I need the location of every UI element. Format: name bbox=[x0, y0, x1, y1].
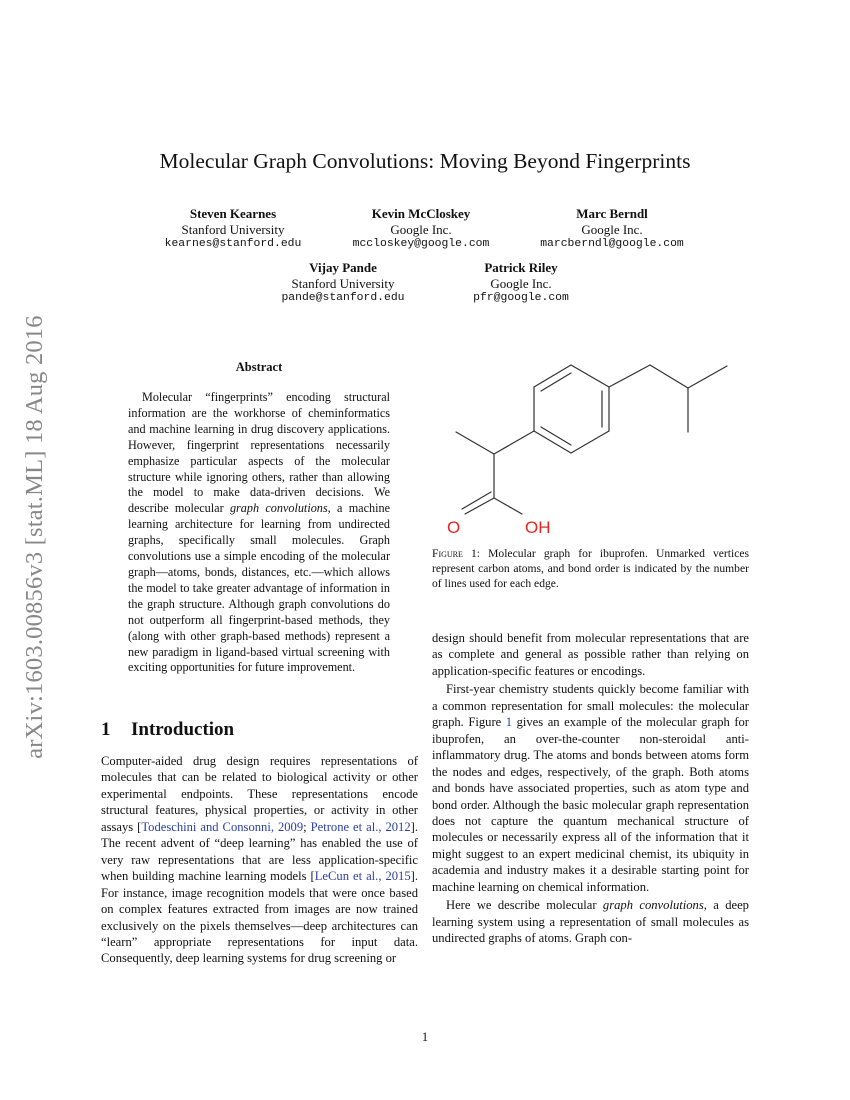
bond bbox=[456, 432, 494, 454]
hydroxyl-atom-label: OH bbox=[525, 518, 551, 537]
body-text: ; bbox=[303, 819, 311, 834]
intro-right-column bbox=[432, 630, 749, 947]
body-text: First-year chemistry students quickly become familiar with a common representation for small molecules: the molecular graph. Figure bbox=[432, 682, 749, 730]
citation-link[interactable]: Petrone et al., 2012 bbox=[310, 819, 411, 834]
body-text: gives an example of the molecular graph for ibuprofen, an over-the-counter non-steroidal anti-inflammatory drug. The atoms and bonds between atoms form the nodes and edges, respectively, of the graph. Both atoms and bonds have associated properties, such as atom type and bond order. Although the basic molecular graph representation does not capture the quantum mechanical structure of molecules or necessarily express all of the information that it might suggest to an expert medicinal chemist, its ubiquity in academia and industry makes it a desirable starting point for machine learning on chemical information. bbox=[432, 715, 750, 894]
double-bond bbox=[465, 498, 494, 514]
author-name: Marc Berndl bbox=[576, 206, 648, 221]
author-name: Steven Kearnes bbox=[189, 206, 277, 221]
author-affiliation: Google Inc. bbox=[581, 221, 643, 237]
section-heading bbox=[101, 719, 234, 741]
author-email: mccloskey@google.com bbox=[352, 238, 490, 250]
bond bbox=[571, 431, 609, 453]
body-text: , a deep learning system using a representation of small molecules as undirected graphs of atoms. Graph con- bbox=[432, 898, 749, 946]
bond bbox=[650, 365, 688, 388]
paper-title: Molecular Graph Convolutions: Moving Beyond Fingerprints bbox=[159, 149, 691, 173]
paragraph bbox=[432, 681, 749, 895]
abstract-emphasis: graph convolutions bbox=[229, 501, 328, 516]
author-block bbox=[133, 206, 333, 253]
abstract-body bbox=[128, 390, 390, 676]
double-bond-inner-line bbox=[541, 427, 571, 445]
bond bbox=[571, 365, 609, 387]
bond bbox=[494, 431, 534, 454]
bond bbox=[688, 366, 727, 388]
body-text: ]. The recent advent of “deep learning” has enabled the use of very raw representations that are less application-specific when building machine learning models [ bbox=[101, 819, 418, 884]
body-text: ]. For instance, image recognition models that were once based on complex features extracted from images are now trained exclusively on the pixels themselves—deep architectures can “learn” appropriate representations for input data. Consequently, deep learning systems for drug screening or bbox=[101, 869, 418, 966]
paragraph: design should benefit from molecular representations that are as complete and general as possible rather than relying on application-specific features or encodings. bbox=[432, 631, 749, 678]
paragraph bbox=[432, 897, 749, 946]
arxiv-sidebar bbox=[18, 282, 52, 792]
author-block bbox=[512, 206, 712, 253]
abstract-text: , a machine learning architecture for learning from undirected graphs, specifically small molecules. Graph convolutions use a simple encoding of the molecular graph—atoms, bonds, distances, etc.—which allows the model to take greater advantage of information in the graph structure. Although graph convolutions do not outperform all fingerprint-based methods, they (along with other graph-based methods) represent a new paradigm in ligand-based virtual screening with exciting opportunities for future improvement. bbox=[128, 501, 390, 675]
figure-caption bbox=[432, 547, 749, 592]
body-text: Computer-aided drug design requires representations of molecules that can be related to biological activity or other experimental endpoints. These representations encode structural features, physical properties, or activity in other assays [ bbox=[101, 754, 418, 834]
body-text: Here we describe molecular bbox=[446, 898, 603, 913]
author-email: marcberndl@google.com bbox=[540, 238, 684, 250]
author-name: Kevin McCloskey bbox=[371, 206, 471, 221]
bond bbox=[609, 365, 650, 387]
author-block bbox=[243, 260, 443, 307]
author-affiliation: Stanford University bbox=[291, 275, 395, 291]
citation-link[interactable]: LeCun et al., 2015 bbox=[314, 869, 411, 884]
arxiv-id: arXiv:1603.00856v3 [stat.ML] 18 Aug 2016 bbox=[21, 315, 48, 759]
page-number: 1 bbox=[421, 1030, 429, 1044]
section-number: 1 bbox=[101, 719, 111, 740]
bond bbox=[494, 498, 522, 514]
author-name: Patrick Riley bbox=[484, 260, 558, 275]
double-bond-inner-line bbox=[541, 373, 571, 391]
author-affiliation: Stanford University bbox=[181, 221, 285, 237]
figure-label: Figure 1: bbox=[432, 547, 480, 560]
intro-left-column bbox=[101, 753, 418, 967]
author-email: kearnes@stanford.edu bbox=[164, 238, 302, 250]
author-email: pande@stanford.edu bbox=[281, 292, 405, 304]
citation-link[interactable]: Todeschini and Consonni, 2009 bbox=[141, 819, 304, 834]
author-name: Vijay Pande bbox=[309, 260, 377, 275]
abstract-heading: Abstract bbox=[235, 360, 283, 374]
double-bond bbox=[462, 492, 491, 509]
author-affiliation: Google Inc. bbox=[390, 221, 452, 237]
author-affiliation: Google Inc. bbox=[490, 275, 552, 291]
figure-reference-link[interactable]: 1 bbox=[505, 715, 513, 730]
ibuprofen-molecular-graph bbox=[440, 352, 740, 542]
author-email: pfr@google.com bbox=[473, 292, 569, 304]
body-emphasis: graph convolutions bbox=[602, 898, 704, 913]
oxygen-atom-label: O bbox=[447, 518, 461, 537]
figure-caption-text: Molecular graph for ibuprofen. Unmarked vertices represent carbon atoms, and bond order is indicated by the number of lines used for each edge. bbox=[432, 547, 750, 590]
abstract-text: Molecular “fingerprints” encoding structural information are the workhorse of cheminformatics and machine learning in drug discovery applications. However, fingerprint representations necessarily emphasize particular aspects of the molecular structure while ignoring others, rather than allowing the model to make data-driven decisions. We describe molecular bbox=[128, 390, 390, 516]
author-block bbox=[321, 206, 521, 253]
section-title: Introduction bbox=[131, 719, 235, 740]
author-block bbox=[421, 260, 621, 307]
